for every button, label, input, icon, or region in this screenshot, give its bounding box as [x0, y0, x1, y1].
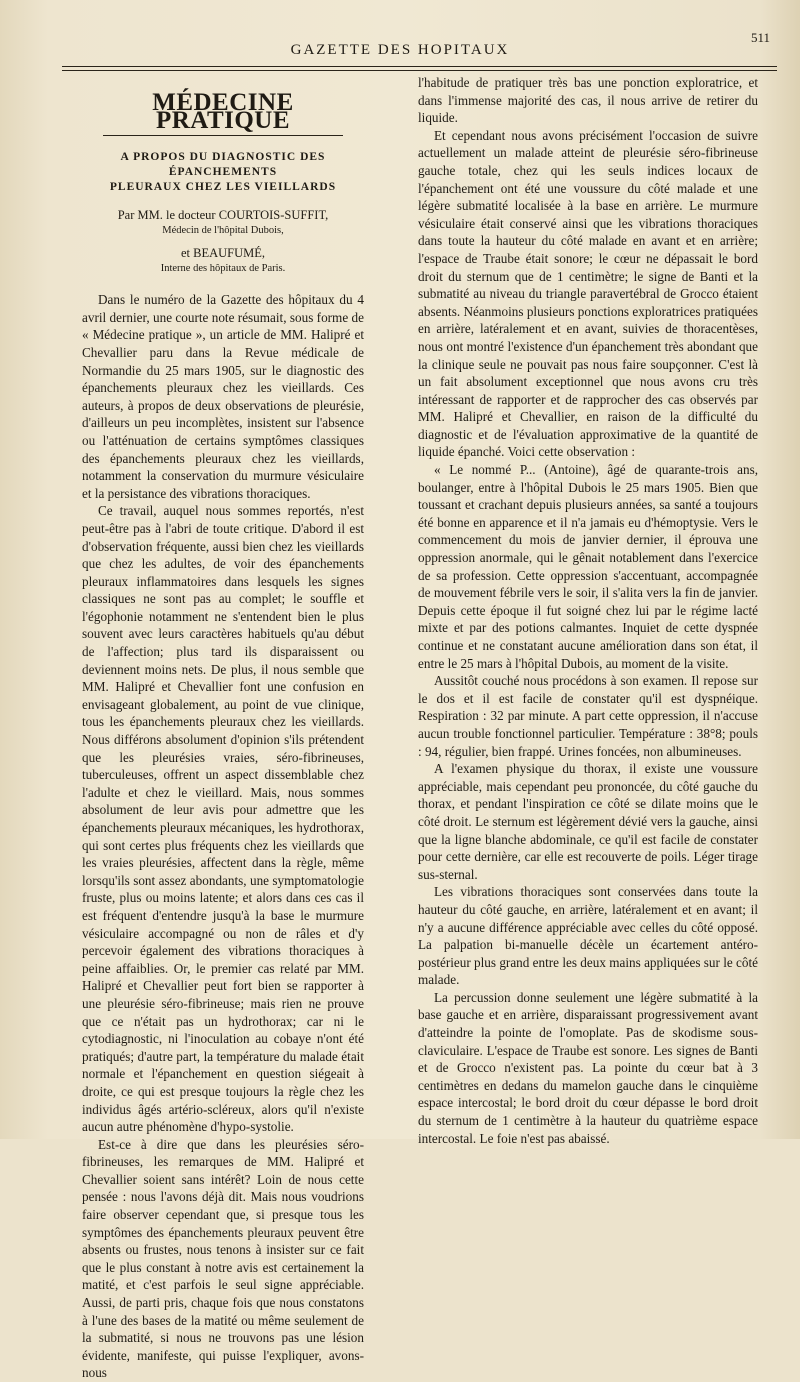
paragraph: Les vibrations thoraciques sont conservées dans toute la hauteur du côté gauche, en arrière, latéralement et en avant; il n'y a aucune différence appréciable avec celles du côté opposé. La palpation bi-manuelle décèle un écartement antéro-postérieur plus grand entre les deux mains appliquées sur le côté malade.	[418, 884, 758, 988]
paragraph: « Le nommé P... (Antoine), âgé de quarante-trois ans, boulanger, entre à l'hôpital Dubois le 25 mars 1905. Bien que toussant et crachant depuis plusieurs années, sa santé a toujours été bonne en apparence et il n'a jamais eu d'hémoptysie. Vers le commencement du mois de janvier dernier, il éprouva une oppression anormale, qui le gênait notablement dans l'exercice de sa profession. Cette oppression s'accentuant, accompagnée de mouvement fébrile vers le soir, il s'alita vers la fin de janvier. Depuis cette époque il fut soigné chez lui par le régime lacté mixte et par des potions calmantes. Inquiet de cette dyspnée continue et ne constatant aucune amélioration dans son état, il entre le 25 mars à l'hôpital Dubois, au moment de la visite.	[418, 462, 758, 671]
paragraph: Ce travail, auquel nous sommes reportés, n'est peut-être pas à l'abri de toute critique. D'abord il est d'observation fréquente, aussi bien chez les vieillards que chez les adultes, de voir des épanchements pleuraux inflammatoires dans lesquels les signes classiques ne sont pas au complet; le souffle et l'égophonie notamment ne s'entendent bien le plus souvent avec leurs caractères habituels qu'au début de l'affection; plus tard ils disparaissent ou deviennent moins nets. De plus, il nous semble que MM. Halipré et Chevallier font une confusion en envisageant globalement, au point de vue clinique, tous les épanchements pleuraux chez les vieillards. Nous différons absolument d'opinion s'ils prétendent que les pleurésies vraies, séro-fibrineuses, tuberculeuses, offrent un aspect dissemblable chez l'adulte et chez le vieillard. Mais, nous sommes absolument de leur avis pour admettre que les épanchements pleuraux mécaniques, les hydrothorax, qui sont certes plus fréquents chez les vieillards que les vraies pleurésies, affectent dans la règle, même lorsqu'ils sont assez abondants, une symptomatologie fruste, plus ou moins latente; et alors dans ces cas il est fréquent d'entendre jusqu'à la base le murmure vésiculaire accompagné ou non de râles et d'y percevoir également des vibrations thoraciques à peine affaiblies. Or, le premier cas relaté par MM. Halipré et Chevallier peut fort bien se rapporter à une pleurésie séro-fibrineuse; mais rien ne prouve que ce n'était pas un hydrothorax; car ni le cytodiagnostic, ni l'inoculation au cobaye n'ont été pratiqués; d'autre part, la température du malade était normale et l'épanchement en question siégeait à droite, ce qui est presque toujours la règle chez les individus âgés artério-scléreux, alors qu'il n'existe aucun autre phénomène d'hypo-systolie.	[82, 503, 364, 1135]
paragraph: l'habitude de pratiquer très bas une ponction exploratrice, et dans l'immense majorité des cas, il nous arrive de retirer du liquide.	[418, 75, 758, 126]
article-title-line: PLEURAUX CHEZ LES VIEILLARDS	[109, 181, 337, 194]
author-role: Médecin de l'hôpital Dubois,	[162, 225, 284, 237]
right-column	[418, 74, 758, 1147]
section-title: MÉDECINE PRATIQUE	[152, 89, 294, 134]
title-divider	[103, 135, 343, 136]
left-column	[82, 80, 364, 1382]
article-title-line: A PROPOS DU DIAGNOSTIC DES ÉPANCHEMENTS	[120, 151, 326, 179]
paragraph: Dans le numéro de la Gazette des hôpitaux du 4 avril dernier, une courte note résumait, sous forme de « Médecine pratique », un article de MM. Halipré et Chevallier paru dans la Revue médicale de Normandie du 25 mars 1905, sur le diagnostic des épanchements pleuraux chez les vieillards. Ces auteurs, à propos de deux observations de pleurésie, d'ailleurs un peu incomplètes, insistent sur l'absence ou l'atténuation de certains symptômes classiques des épanchements pleuraux chez les vieillards, notamment la conservation du murmure vésiculaire et la persistance des vibrations thoraciques.	[82, 292, 364, 501]
author-role: Interne des hôpitaux de Paris.	[160, 263, 286, 275]
page-number: 511	[750, 30, 770, 45]
paragraph: La percussion donne seulement une légère submatité à la base gauche et en arrière, disparaissant progressivement avant d'atteindre la pointe de l'omoplate. Pas de skodisme sous-claviculaire. L'espace de Traube est sonore. Les signes de Banti et de Grocco n'existent pas. La pointe du cœur bat à 3 centimètres en dedans du mamelon gauche dans le cinquième espace intercostal; le bord droit du cœur dépasse le bord droit du sternum de 1 centimètre à la hauteur du quatrième espace intercostal. Le foie n'est pas abaissé.	[418, 989, 758, 1146]
author-line: et BEAUFUMÉ,	[180, 246, 266, 261]
paragraph: Et cependant nous avons précisément l'occasion de suivre actuellement un malade atteint de pleurésie séro-fibrineuse gauche totale, chez qui les seuls indices locaux de l'épanchement ont été une voussure du côté malade et une légère submatité localisée à la base en arrière. Le murmure vésiculaire était conservé ainsi que les vibrations thoraciques dans toute la hauteur du côté malade en avant et en arrière; l'espace de Traube était sonore; le cœur ne dépassait le bord droit du sternum que de 1 centimètre; le signe de Banti et la submatité au niveau du triangle paravertébral de Grocco étaient absents. Néanmoins plusieurs ponctions exploratrices pratiquées en arrière, latéralement et en avant, suivies de thoracentèses, nous ont montré l'existence d'un épanchement très abondant que la clinique seule ne pouvait pas nous faire soupçonner. C'est là un fait absolument exceptionnel que nous avons cru très intéressant de rapporter et de rapprocher des cas observés par MM. Halipré et Chevallier, en raison de la difficulté du diagnostic et de l'évaluation approximative de la quantité de liquide épanché. Voici cette observation :	[418, 127, 758, 460]
running-title: GAZETTE DES HOPITAUX	[290, 42, 510, 58]
author-line: Par MM. le docteur COURTOIS-SUFFIT,	[117, 208, 329, 223]
header-rule	[62, 66, 777, 67]
paragraph: Aussitôt couché nous procédons à son examen. Il repose sur le dos et il est facile de constater qu'il est dyspnéique. Respiration : 32 par minute. A part cette oppression, il n'accuse aucun trouble fonctionnel particulier. Température : 38°8; pouls : 94, régulier, bien frappé. Urines foncées, non albumineuses.	[418, 673, 758, 759]
paragraph: Est-ce à dire que dans les pleurésies séro-fibrineuses, les remarques de MM. Halipré et Chevallier soient sans intérêt? Loin de nous cette pensée : nous l'avons déjà dit. Mais nous voudrions faire observer cependant que, si presque tous les symptômes des épanchements pleuraux peuvent être absents ou frustes, nous tenons à insister sur ce fait que le plus constant à notre avis est certainement la matité, et c'est parfois le seul signe appréciable. Aussi, de parti pris, chaque fois que nous constatons à l'une des bases de la matité ou même seulement de la submatité, si nous ne trouvons pas une lésion évidente, manifeste, qui puisse l'expliquer, avons-nous	[82, 1136, 364, 1381]
article-title	[82, 150, 364, 195]
header-rule	[62, 70, 777, 71]
paragraph: A l'examen physique du thorax, il existe une voussure appréciable, mais cependant peu prononcée, du côté gauche du thorax, et pendant l'inspiration ce côté se dilate moins que le côté droit. Le sternum est légèrement dévié vers la gauche, ainsi que la ligne blanche abdominale, ce qu'il est facile de constater pour cette dernière, car elle est recouverte de poils. Léger tirage sus-sternal.	[418, 761, 758, 882]
